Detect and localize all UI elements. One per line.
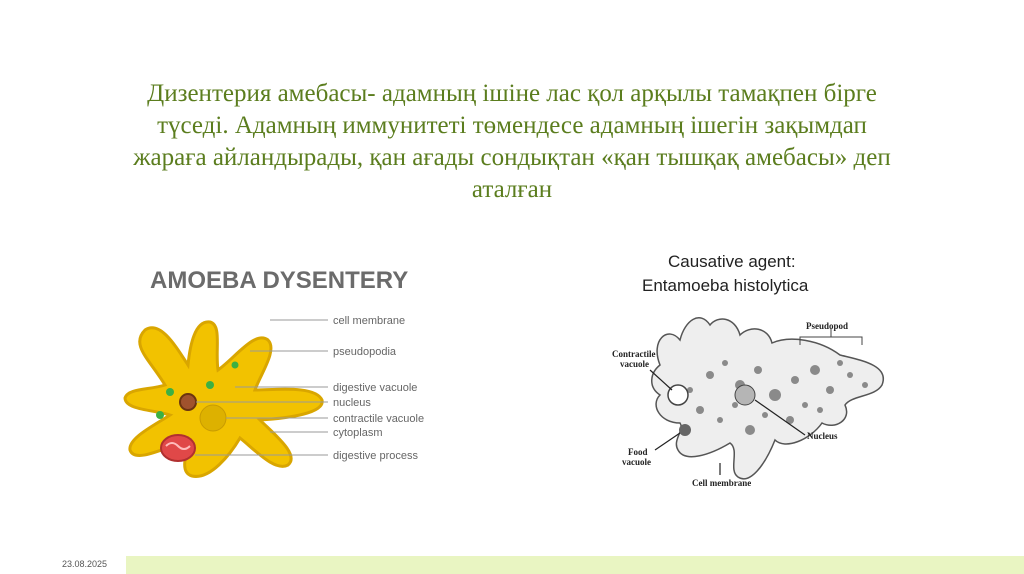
digestive-vacuole-green-1 bbox=[166, 388, 174, 396]
title-line-3: жараға айландырады, қан ағады сондықтан «қан тышқақ амебасы» деп bbox=[133, 144, 891, 171]
nucleus-shape bbox=[180, 394, 196, 410]
food-vacuole-shape bbox=[679, 424, 691, 436]
label-pseudopodia: pseudopodia bbox=[333, 346, 397, 358]
causative-agent-heading: Causative agent: bbox=[668, 252, 796, 271]
slide-title bbox=[40, 78, 984, 206]
digestive-process-shape bbox=[161, 435, 195, 461]
footer-bar bbox=[0, 556, 1024, 574]
label-cell-membrane: Cell membrane bbox=[692, 478, 752, 488]
digestive-vacuole-green-4 bbox=[232, 362, 239, 369]
slide-date: 23.08.2025 bbox=[62, 559, 108, 569]
label-contractile-line1: Contractile bbox=[612, 349, 656, 359]
label-nucleus: Nucleus bbox=[807, 431, 838, 441]
nucleus-shape bbox=[735, 385, 755, 405]
amoeba-body bbox=[125, 322, 322, 477]
title-line-4: аталған bbox=[471, 176, 553, 203]
digestive-vacuole-green-3 bbox=[206, 381, 214, 389]
label-contractile-vacuole: contractile vacuole bbox=[333, 413, 425, 425]
label-cytoplasm: cytoplasm bbox=[333, 427, 383, 439]
title-line-1: Дизентерия амебасы- адамның ішіне лас қол арқылы тамақпен бірге bbox=[147, 80, 877, 107]
contractile-vacuole-shape bbox=[668, 385, 688, 405]
amoeba-dysentery-diagram bbox=[70, 250, 450, 510]
entamoeba-histolytica-svg bbox=[590, 245, 910, 515]
label-pseudopod: Pseudopod bbox=[806, 321, 849, 331]
label-cell-membrane: cell membrane bbox=[333, 315, 406, 327]
amoeba-dysentery-svg bbox=[70, 250, 450, 510]
entamoeba-histolytica-diagram bbox=[590, 245, 910, 515]
entamoeba-heading: Entamoeba histolytica bbox=[642, 276, 809, 295]
amoeba-dysentery-heading: AMOEBA DYSENTERY bbox=[150, 267, 409, 294]
label-food-line1: Food bbox=[628, 447, 648, 457]
label-digestive-process: digestive process bbox=[333, 450, 418, 462]
label-digestive-vacuole: digestive vacuole bbox=[333, 382, 418, 394]
label-food-line2: vacuole bbox=[622, 457, 651, 467]
title-line-2: түседі. Адамның иммунитеті төмендесе адамның ішегін зақымдап bbox=[157, 112, 867, 139]
digestive-vacuole-green-2 bbox=[156, 411, 164, 419]
label-nucleus: nucleus bbox=[333, 397, 371, 409]
contractile-vacuole-shape bbox=[200, 405, 226, 431]
label-contractile-line2: vacuole bbox=[620, 359, 649, 369]
